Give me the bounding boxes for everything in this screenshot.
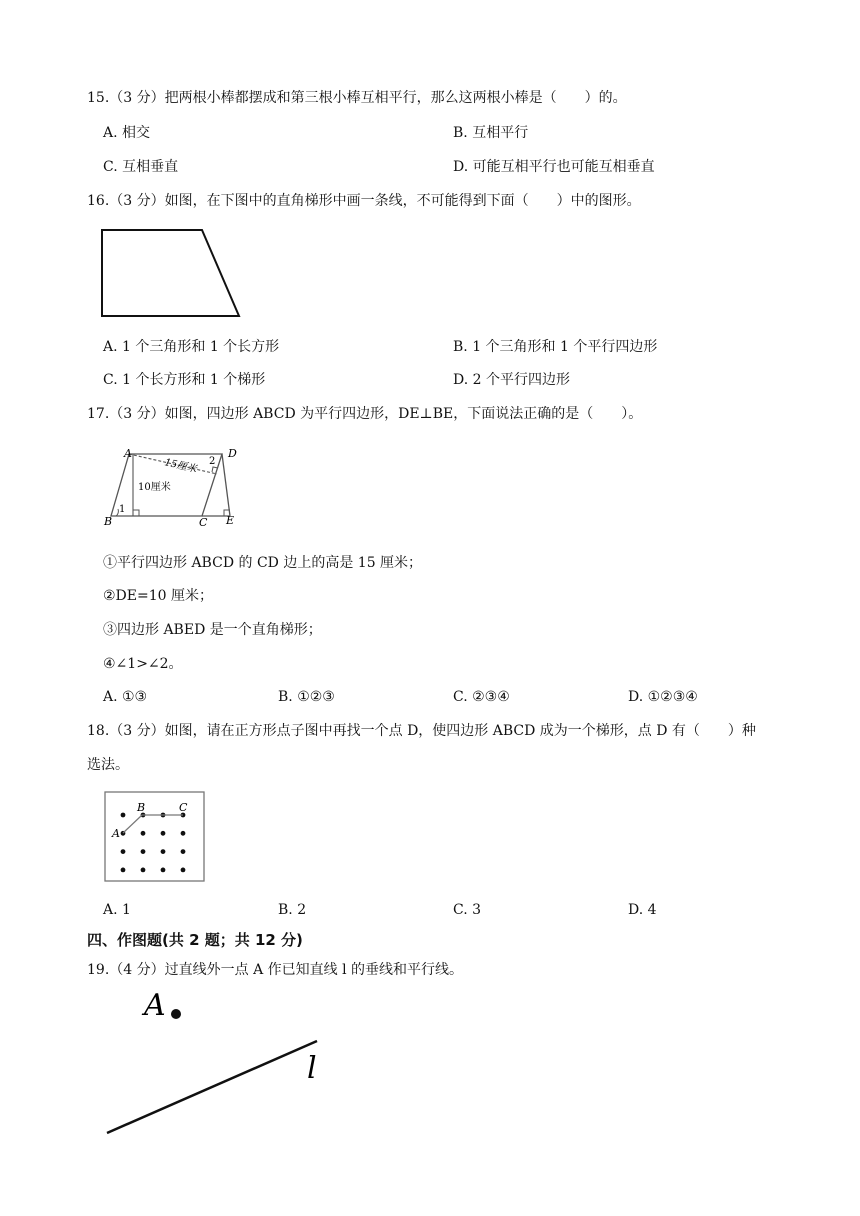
q17-statement-2: ②DE=10 厘米；	[103, 588, 213, 604]
q17-length-10: 10厘米	[138, 482, 171, 493]
q16-stem: 16.（3 分）如图，在下图中的直角梯形中画一条线，不可能得到下面（ ）中的图形。	[87, 193, 641, 209]
q17-angle-2: 2	[209, 456, 216, 467]
grid-dot	[181, 868, 186, 873]
q17-label-c: C	[199, 516, 208, 529]
q19-figure	[100, 985, 340, 1145]
q19-stem: 19.（4 分）过直线外一点 A 作已知直线 l 的垂线和平行线。	[87, 962, 464, 978]
q19-point-label: A	[144, 988, 166, 1023]
q15-option-c[interactable]: C. 互相垂直	[103, 159, 179, 175]
q17-option-b[interactable]: B. ①②③	[278, 689, 335, 705]
q16-option-c[interactable]: C. 1 个长方形和 1 个梯形	[103, 372, 266, 388]
grid-dot	[181, 831, 186, 836]
q18-label-a: A	[112, 827, 120, 840]
point-a-dot	[171, 1009, 181, 1019]
q17-option-d[interactable]: D. ①②③④	[628, 689, 698, 705]
q16-option-d[interactable]: D. 2 个平行四边形	[453, 372, 570, 388]
grid-dot	[181, 849, 186, 854]
line-l	[107, 1041, 317, 1133]
q17-option-a[interactable]: A. ①③	[103, 689, 148, 705]
q17-angle-1: 1	[119, 504, 126, 515]
grid-dot	[121, 868, 126, 873]
q16-option-a[interactable]: A. 1 个三角形和 1 个长方形	[103, 339, 280, 355]
grid-dot	[141, 868, 146, 873]
q18-option-b[interactable]: B. 2	[278, 902, 307, 918]
q15-option-b[interactable]: B. 互相平行	[453, 125, 529, 141]
right-trapezoid-figure	[100, 228, 245, 320]
q17-statement-3: ③四边形 ABED 是一个直角梯形；	[103, 622, 322, 638]
q17-statement-4: ④∠1>∠2。	[103, 656, 183, 672]
grid-dot	[161, 849, 166, 854]
q17-label-a: A	[124, 447, 132, 460]
grid-dot	[121, 813, 126, 818]
grid-dot	[161, 831, 166, 836]
q17-label-b: B	[104, 515, 113, 528]
section-heading: 四、作图题(共 2 题；共 12 分)	[87, 931, 303, 949]
q18-option-a[interactable]: A. 1	[103, 902, 131, 918]
q18-stem-line1: 18.（3 分）如图，请在正方形点子图中再找一个点 D，使四边形 ABCD 成为一个梯形，点 D 有（ ）种	[87, 723, 756, 739]
dot-grid-figure	[104, 791, 206, 883]
q17-label-d: D	[228, 447, 237, 460]
q15-option-a[interactable]: A. 相交	[103, 125, 151, 141]
q15-stem: 15.（3 分）把两根小棒都摆成和第三根小棒互相平行，那么这两根小棒是（ ）的。	[87, 90, 627, 106]
q17-statement-1: ①平行四边形 ABCD 的 CD 边上的高是 15 厘米；	[103, 555, 423, 571]
q18-option-d[interactable]: D. 4	[628, 902, 657, 918]
q16-option-b[interactable]: B. 1 个三角形和 1 个平行四边形	[453, 339, 658, 355]
q18-stem-line2: 选法。	[87, 757, 129, 773]
q17-stem: 17.（3 分）如图，四边形 ABCD 为平行四边形，DE⊥BE，下面说法正确的是（ ）。	[87, 406, 643, 422]
grid-dot	[141, 831, 146, 836]
q17-option-c[interactable]: C. ②③④	[453, 689, 510, 705]
grid-dot	[141, 849, 146, 854]
grid-dot	[121, 849, 126, 854]
q18-label-c: C	[179, 801, 188, 814]
q18-option-c[interactable]: C. 3	[453, 902, 482, 918]
q17-length-15: 15厘米	[163, 457, 198, 476]
q19-line-label: l	[307, 1051, 317, 1086]
q17-label-e: E	[226, 514, 235, 527]
grid-dot	[161, 868, 166, 873]
q18-label-b: B	[137, 801, 146, 814]
q15-option-d[interactable]: D. 可能互相平行也可能互相垂直	[453, 159, 655, 175]
parallelogram-figure	[102, 443, 252, 533]
